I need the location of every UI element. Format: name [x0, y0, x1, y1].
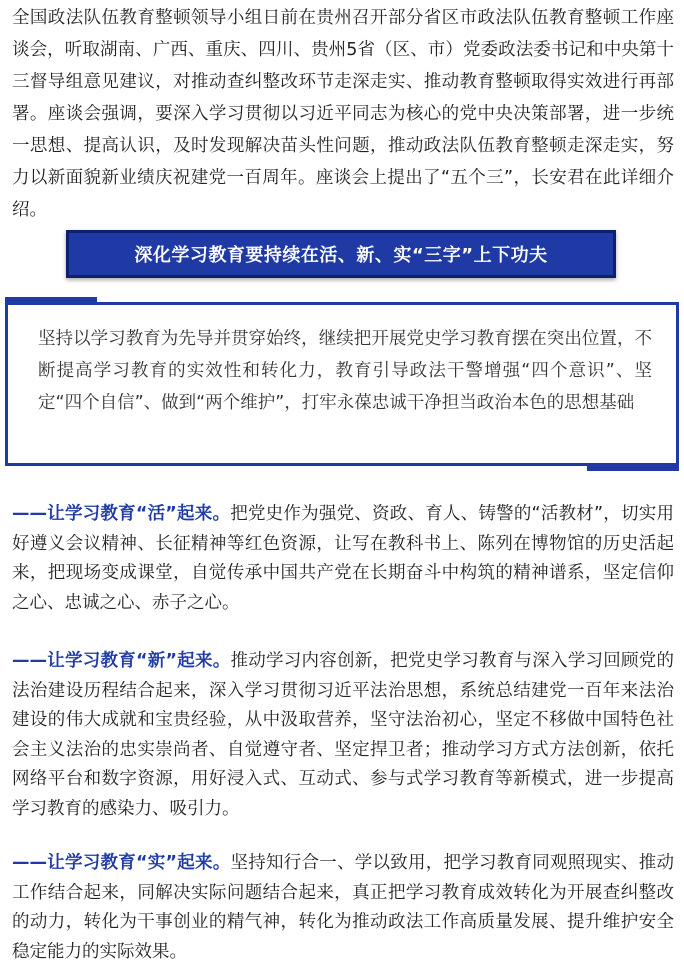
section-body: 把党史作为强党、资政、育人、铸警的“活教材”，切实用好遵义会议精神、长征精神等红色资源，让写在教科书上、陈列在博物馆的历史活起来，把现场变成课堂，自觉传承中国共产党在长期奋斗中构筑的精神谱系，坚定信仰之心、忠诚之心、赤子之心。	[12, 504, 674, 613]
banner-title: 深化学习教育要持续在活、新、实“三字”上下功夫	[134, 245, 548, 266]
section-banner	[66, 230, 616, 278]
section-body: 坚持知行合一、学以致用，把学习教育同观照现实、推动工作结合起来，同解决实际问题结合起来，真正把学习教育成效转化为开展查纠整改的动力，转化为干事创业的精气神，转化为推动政法工作高质量发展、提升维护安全稳定能力的实际效果。	[12, 853, 674, 962]
section-lead: ——让学习教育“新”起来。	[12, 651, 231, 671]
section-lead: ——让学习教育“实”起来。	[12, 853, 231, 873]
section-paragraph	[12, 647, 674, 824]
section-paragraph	[12, 849, 674, 967]
quote-box	[5, 302, 679, 466]
quote-corner-accent-top	[5, 297, 97, 305]
section-lead: ——让学习教育“活”起来。	[12, 504, 231, 524]
quote-text: 坚持以学习教育为先导并贯穿始终，继续把开展党史学习教育摆在突出位置，不断提高学习教育的实效性和转化力，教育引导政法干警增强“四个意识”、坚定“四个自信”、做到“两个维护”，打牢永葆忠诚干净担当政治本色的思想基础	[38, 329, 652, 413]
section-paragraph	[12, 500, 674, 618]
quote-corner-accent-bottom	[587, 463, 679, 471]
section-body: 推动学习内容创新，把党史学习教育与深入学习回顾党的法治建设历程结合起来，深入学习贯彻习近平法治思想，系统总结建党一百年来法治建设的伟大成就和宝贵经验，从中汲取营养，坚守法治初心，坚定不移做中国特色社会主义法治的忠实崇尚者、自觉遵守者、坚定捍卫者；推动学习方式方法创新，依托网络平台和数字资源，用好浸入式、互动式、参与式学习教育等新模式，进一步提高学习教育的感染力、吸引力。	[12, 651, 674, 819]
intro-paragraph: 全国政法队伍教育整顿领导小组日前在贵州召开部分省区市政法队伍教育整顿工作座谈会，听取湖南、广西、重庆、四川、贵州5省（区、市）党委政法委书记和中央第十三督导组意见建议，对推动查纠整改环节走深走实、推动教育整顿取得实效进行再部署。座谈会强调，要深入学习贯彻以习近平同志为核心的党中央决策部署，进一步统一思想、提高认识，及时发现解决苗头性问题，推动政法队伍教育整顿走深走实，努力以新面貌新业绩庆祝建党一百周年。座谈会上提出了“五个三”，长安君在此详细介绍。	[12, 8, 674, 220]
